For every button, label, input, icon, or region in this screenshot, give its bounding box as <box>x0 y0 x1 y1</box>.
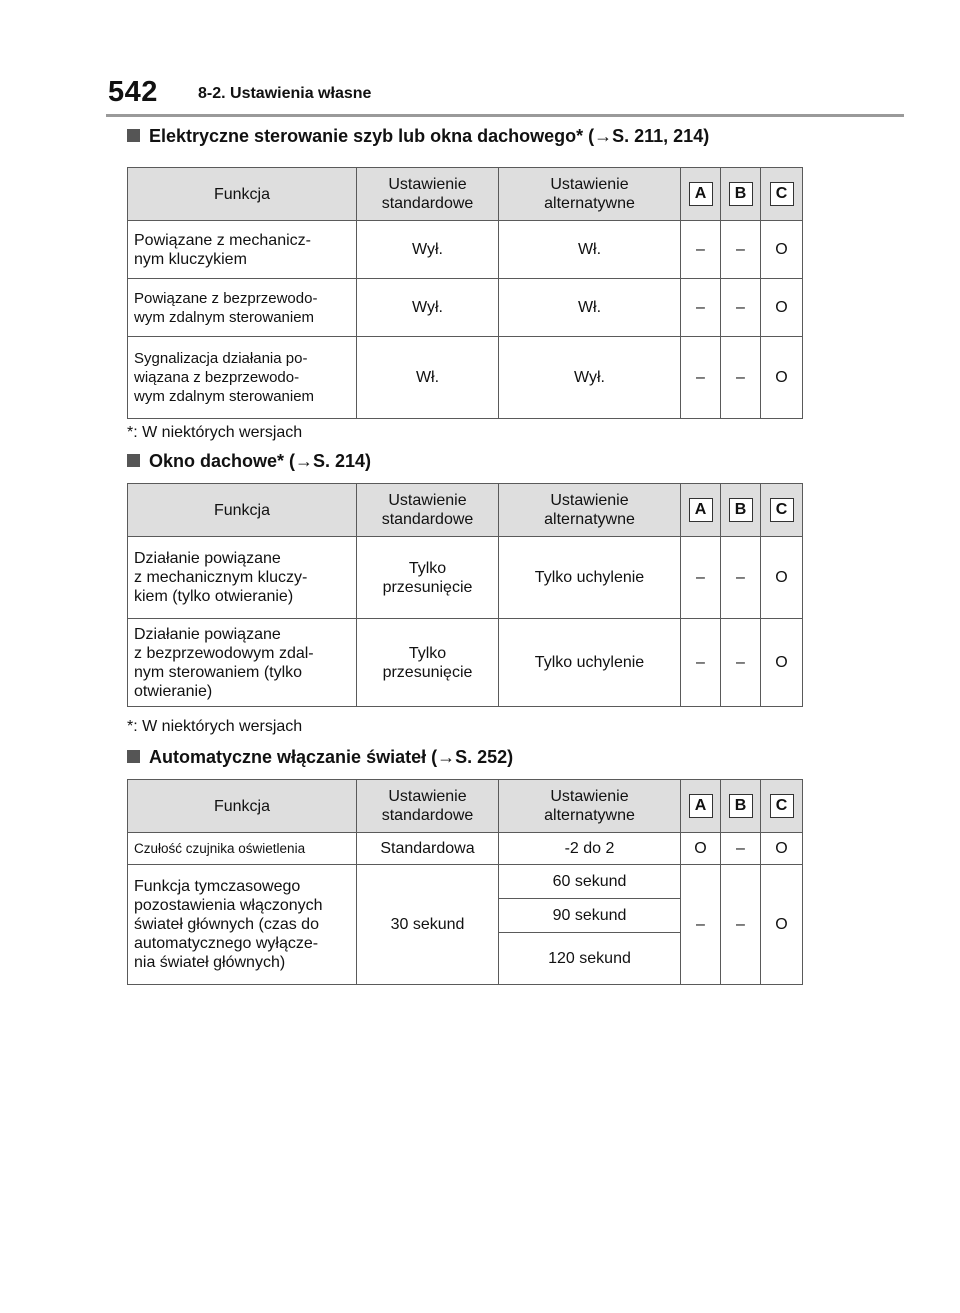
footnote: *: W niektórych wersjach <box>127 718 303 735</box>
col-a-cell: – <box>681 537 721 619</box>
alternative-cell: Wł. <box>499 221 681 279</box>
settings-table-auto-lights <box>127 779 803 985</box>
header-function: Funkcja <box>128 168 357 221</box>
alternative-cell: 60 sekund <box>499 865 681 899</box>
page-header <box>106 76 904 117</box>
section-title-window-control: Elektryczne sterowanie szyb lub okna dachowego* (→S. 211, 214) <box>127 126 709 147</box>
header-alt-setting: Ustawienie alternatywne <box>499 780 681 833</box>
settings-table-window-control <box>127 167 803 419</box>
alternative-cell: 90 sekund <box>499 899 681 933</box>
alternative-cell: Tylko uchylenie <box>499 537 681 619</box>
col-c-cell: O <box>761 833 803 865</box>
header-default-setting: Ustawienie standardowe <box>357 780 499 833</box>
col-b-cell: – <box>721 833 761 865</box>
page-number: 542 <box>108 76 158 108</box>
col-b-cell: – <box>721 337 761 419</box>
col-a-cell: O <box>681 833 721 865</box>
header-function: Funkcja <box>128 484 357 537</box>
col-b-cell: – <box>721 865 761 985</box>
header-default-setting: Ustawienie standardowe <box>357 168 499 221</box>
col-c-cell: O <box>761 279 803 337</box>
section-title-sunroof: Okno dachowe* (→S. 214) <box>127 451 371 472</box>
col-c-cell: O <box>761 221 803 279</box>
alternative-cell: -2 do 2 <box>499 833 681 865</box>
header-col-b: B <box>721 780 761 833</box>
chapter-title: 8-2. Ustawienia własne <box>198 85 372 102</box>
section-title-auto-lights: Automatyczne włączanie świateł (→S. 252) <box>127 747 513 768</box>
header-col-a: A <box>681 168 721 221</box>
col-a-cell: – <box>681 865 721 985</box>
header-col-c: C <box>761 780 803 833</box>
default-cell: Tylko przesunięcie <box>357 619 499 707</box>
function-cell: Funkcja tymczasowego pozostawienia włączonych świateł głównych (czas do automatycznego wyłącze- nia świateł głównych) <box>128 865 357 985</box>
col-b-cell: – <box>721 221 761 279</box>
default-cell: Wł. <box>357 337 499 419</box>
default-cell: Wył. <box>357 279 499 337</box>
table-row <box>128 221 803 279</box>
header-alt-setting: Ustawienie alternatywne <box>499 168 681 221</box>
header-function: Funkcja <box>128 780 357 833</box>
col-c-cell: O <box>761 619 803 707</box>
header-col-a: A <box>681 484 721 537</box>
alternative-cell: Tylko uchylenie <box>499 619 681 707</box>
square-bullet-icon <box>127 750 140 763</box>
settings-table-sunroof <box>127 483 803 707</box>
footnote: *: W niektórych wersjach <box>127 424 303 441</box>
col-c-cell: O <box>761 537 803 619</box>
col-a-cell: – <box>681 337 721 419</box>
table-row <box>128 537 803 619</box>
col-c-cell: O <box>761 865 803 985</box>
table-row <box>128 833 803 865</box>
table-row <box>128 619 803 707</box>
header-default-setting: Ustawienie standardowe <box>357 484 499 537</box>
alternative-cell: Wł. <box>499 279 681 337</box>
table-header-row <box>128 780 803 833</box>
default-cell: Standardowa <box>357 833 499 865</box>
col-b-cell: – <box>721 619 761 707</box>
function-cell: Działanie powiązane z bezprzewodowym zdal- nym sterowaniem (tylko otwieranie) <box>128 619 357 707</box>
table-row <box>128 337 803 419</box>
table-row <box>128 279 803 337</box>
default-cell: 30 sekund <box>357 865 499 985</box>
function-cell: Działanie powiązane z mechanicznym kluczy- kiem (tylko otwieranie) <box>128 537 357 619</box>
col-a-cell: – <box>681 221 721 279</box>
header-col-c: C <box>761 484 803 537</box>
function-cell: Powiązane z bezprzewodo- wym zdalnym sterowaniem <box>128 279 357 337</box>
function-cell: Sygnalizacja działania po- wiązana z bezprzewodo- wym zdalnym sterowaniem <box>128 337 357 419</box>
table-header-row <box>128 168 803 221</box>
col-b-cell: – <box>721 279 761 337</box>
default-cell: Wył. <box>357 221 499 279</box>
col-b-cell: – <box>721 537 761 619</box>
default-cell: Tylko przesunięcie <box>357 537 499 619</box>
col-c-cell: O <box>761 337 803 419</box>
col-a-cell: – <box>681 619 721 707</box>
header-col-c: C <box>761 168 803 221</box>
col-a-cell: – <box>681 279 721 337</box>
header-alt-setting: Ustawienie alternatywne <box>499 484 681 537</box>
square-bullet-icon <box>127 129 140 142</box>
alternative-cell: 120 sekund <box>499 933 681 985</box>
table-row <box>128 865 803 899</box>
alternative-cell: Wył. <box>499 337 681 419</box>
table-header-row <box>128 484 803 537</box>
square-bullet-icon <box>127 454 140 467</box>
header-col-b: B <box>721 168 761 221</box>
function-cell: Czułość czujnika oświetlenia <box>128 833 357 865</box>
header-col-b: B <box>721 484 761 537</box>
header-col-a: A <box>681 780 721 833</box>
function-cell: Powiązane z mechanicz- nym kluczykiem <box>128 221 357 279</box>
